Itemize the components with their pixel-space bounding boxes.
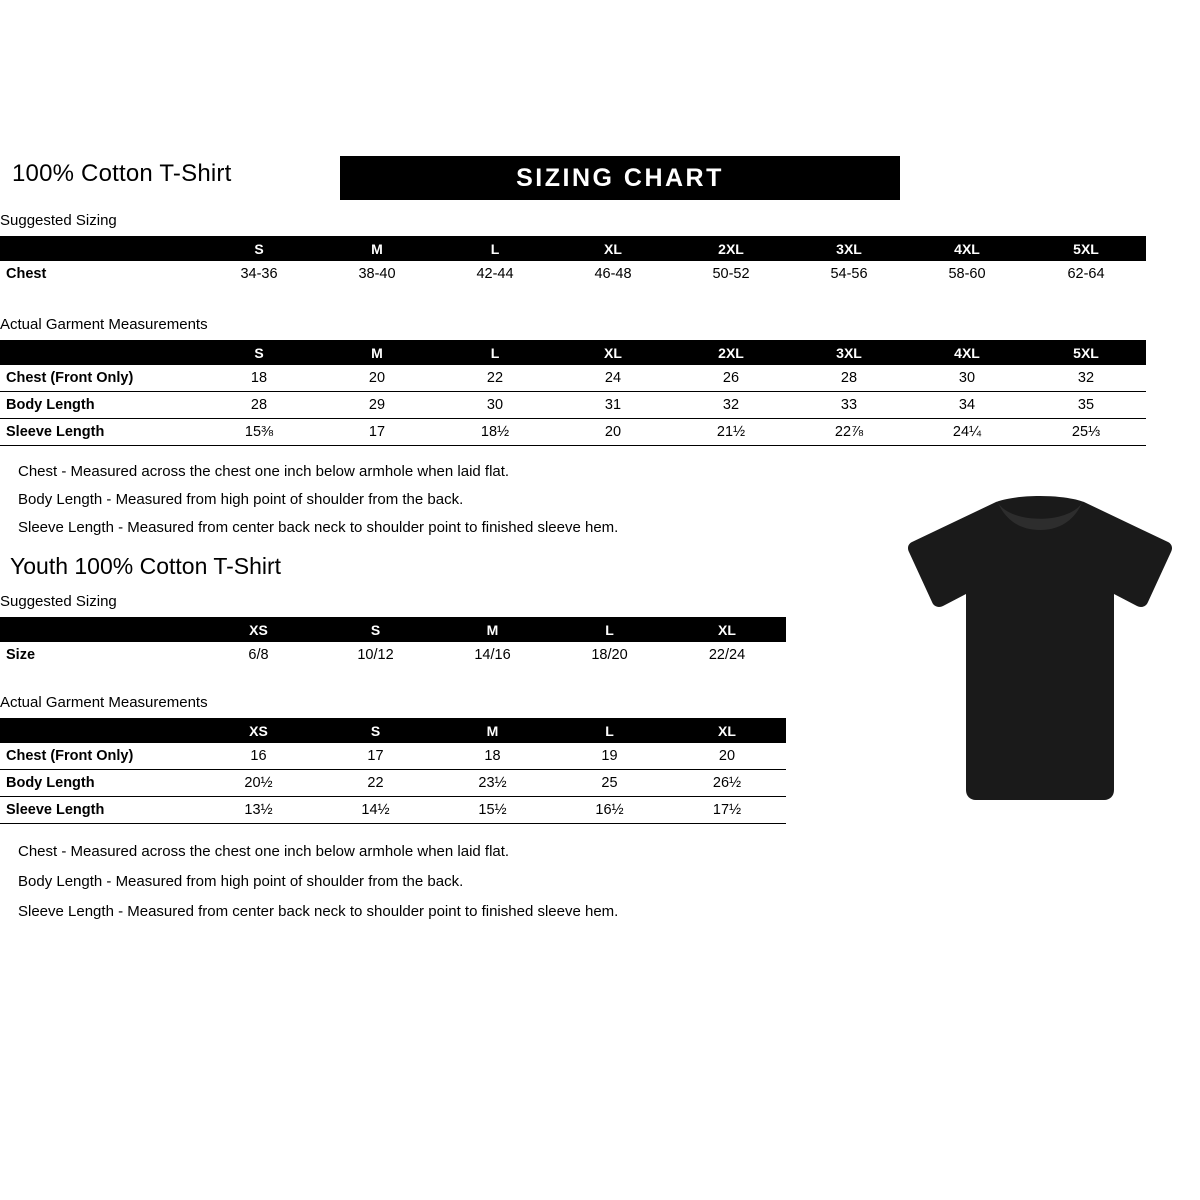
header bbox=[0, 160, 900, 204]
cell: 32 bbox=[1077, 370, 1095, 386]
cell: 16 bbox=[250, 748, 267, 764]
cell: 24¼ bbox=[952, 424, 982, 440]
cell: 16½ bbox=[595, 802, 624, 818]
cell: 33 bbox=[840, 397, 858, 413]
row-label: Body Length bbox=[6, 397, 95, 413]
col-head: XL bbox=[668, 617, 786, 642]
cell: 20 bbox=[718, 748, 736, 764]
cell: 19 bbox=[601, 748, 618, 764]
col-head: M bbox=[434, 718, 551, 743]
col-head: L bbox=[436, 236, 554, 261]
table-row bbox=[0, 392, 1146, 419]
cell: 22 bbox=[367, 775, 384, 791]
cell: 18 bbox=[484, 748, 501, 764]
col-head: S bbox=[317, 617, 434, 642]
col-head: 2XL bbox=[672, 340, 790, 365]
col-head: XL bbox=[668, 718, 786, 743]
row-label: Sleeve Length bbox=[6, 424, 105, 440]
col-head: M bbox=[318, 340, 436, 365]
cell: 62-64 bbox=[1067, 266, 1105, 282]
youth-note-chest: Chest - Measured across the chest one inch below armhole when laid flat. bbox=[18, 843, 510, 860]
col-head: 5XL bbox=[1026, 236, 1146, 261]
cell: 58-60 bbox=[948, 266, 986, 282]
cell: 28 bbox=[840, 370, 858, 386]
cell: 22⅞ bbox=[834, 424, 864, 440]
cell: 14½ bbox=[361, 802, 390, 818]
cell: 20½ bbox=[244, 775, 273, 791]
cell: 30 bbox=[486, 397, 504, 413]
col-head: 2XL bbox=[672, 236, 790, 261]
col-head: L bbox=[551, 617, 668, 642]
col-head: 4XL bbox=[908, 340, 1026, 365]
cell: 29 bbox=[368, 397, 386, 413]
sizing-chart-banner bbox=[340, 156, 900, 200]
adult-note-sleeve-length: Sleeve Length - Measured from center back neck to shoulder point to finished sleeve hem. bbox=[18, 519, 619, 536]
tshirt-illustration bbox=[900, 490, 1180, 810]
col-head: 3XL bbox=[790, 340, 908, 365]
youth-actual-measurements-table bbox=[0, 718, 786, 824]
col-head bbox=[0, 340, 200, 365]
row-label: Body Length bbox=[6, 775, 95, 791]
cell: 46-48 bbox=[594, 266, 632, 282]
cell: 20 bbox=[604, 424, 622, 440]
table-row bbox=[0, 797, 786, 824]
cell: 17 bbox=[368, 424, 386, 440]
page-title: 100% Cotton T-Shirt bbox=[12, 160, 232, 187]
table-header-row bbox=[0, 718, 786, 743]
cell: 10/12 bbox=[357, 647, 394, 663]
col-head: S bbox=[200, 236, 318, 261]
col-head: M bbox=[434, 617, 551, 642]
col-head: L bbox=[436, 340, 554, 365]
col-head: 5XL bbox=[1026, 340, 1146, 365]
youth-note-sleeve-length: Sleeve Length - Measured from center back neck to shoulder point to finished sleeve hem. bbox=[18, 903, 619, 920]
col-head: XS bbox=[200, 718, 317, 743]
table-row bbox=[0, 770, 786, 797]
cell: 6/8 bbox=[248, 647, 269, 663]
adult-suggested-sizing-table bbox=[0, 236, 1146, 287]
cell: 50-52 bbox=[712, 266, 750, 282]
cell: 17½ bbox=[712, 802, 742, 818]
cell: 22 bbox=[486, 370, 504, 386]
cell: 34 bbox=[958, 397, 976, 413]
row-label: Chest bbox=[6, 266, 47, 282]
adult-note-body-length: Body Length - Measured from high point of shoulder from the back. bbox=[18, 491, 464, 508]
cell: 18/20 bbox=[591, 647, 628, 663]
col-head: XS bbox=[200, 617, 317, 642]
cell: 21½ bbox=[716, 424, 746, 440]
cell: 18 bbox=[250, 370, 268, 386]
col-head: S bbox=[317, 718, 434, 743]
cell: 54-56 bbox=[830, 266, 868, 282]
col-head: XL bbox=[554, 236, 672, 261]
row-label: Chest (Front Only) bbox=[6, 748, 134, 764]
row-label: Size bbox=[6, 647, 36, 663]
tshirt-icon bbox=[900, 490, 1180, 810]
col-head: 4XL bbox=[908, 236, 1026, 261]
table-header-row bbox=[0, 340, 1146, 365]
cell: 28 bbox=[250, 397, 268, 413]
cell: 34-36 bbox=[240, 266, 278, 282]
col-head: 3XL bbox=[790, 236, 908, 261]
youth-section-title: Youth 100% Cotton T-Shirt bbox=[10, 553, 282, 579]
table-row bbox=[0, 642, 786, 668]
cell: 30 bbox=[958, 370, 976, 386]
cell: 13½ bbox=[244, 802, 273, 818]
table-row bbox=[0, 261, 1146, 287]
col-head bbox=[0, 236, 200, 261]
youth-note-body-length: Body Length - Measured from high point of shoulder from the back. bbox=[18, 873, 464, 890]
youth-suggested-sizing-table bbox=[0, 617, 786, 668]
cell: 15⅜ bbox=[244, 424, 274, 440]
col-head: L bbox=[551, 718, 668, 743]
cell: 35 bbox=[1077, 397, 1095, 413]
row-label: Sleeve Length bbox=[6, 802, 105, 818]
youth-suggested-caption: Suggested Sizing bbox=[0, 593, 117, 610]
cell: 18½ bbox=[480, 424, 510, 440]
adult-actual-caption: Actual Garment Measurements bbox=[0, 316, 208, 333]
cell: 23½ bbox=[478, 775, 507, 791]
table-row bbox=[0, 365, 1146, 392]
col-head: S bbox=[200, 340, 318, 365]
cell: 17 bbox=[367, 748, 384, 764]
cell: 38-40 bbox=[358, 266, 396, 282]
sizing-chart-banner-label: SIZING CHART bbox=[516, 164, 724, 192]
table-row bbox=[0, 419, 1146, 446]
cell: 25⅓ bbox=[1071, 424, 1101, 440]
adult-note-chest: Chest - Measured across the chest one inch below armhole when laid flat. bbox=[18, 463, 510, 480]
cell: 31 bbox=[604, 397, 622, 413]
col-head bbox=[0, 617, 200, 642]
cell: 20 bbox=[368, 370, 386, 386]
cell: 25 bbox=[601, 775, 618, 791]
adult-actual-measurements-table bbox=[0, 340, 1146, 446]
table-header-row bbox=[0, 236, 1146, 261]
table-row bbox=[0, 743, 786, 770]
cell: 26½ bbox=[712, 775, 742, 791]
youth-actual-caption: Actual Garment Measurements bbox=[0, 694, 208, 711]
cell: 24 bbox=[604, 370, 622, 386]
cell: 42-44 bbox=[476, 266, 514, 282]
adult-suggested-caption: Suggested Sizing bbox=[0, 212, 117, 229]
col-head: XL bbox=[554, 340, 672, 365]
cell: 32 bbox=[722, 397, 740, 413]
cell: 26 bbox=[722, 370, 740, 386]
table-header-row bbox=[0, 617, 786, 642]
cell: 22/24 bbox=[708, 647, 746, 663]
col-head: M bbox=[318, 236, 436, 261]
row-label: Chest (Front Only) bbox=[6, 370, 134, 386]
cell: 15½ bbox=[478, 802, 507, 818]
cell: 14/16 bbox=[474, 647, 511, 663]
col-head bbox=[0, 718, 200, 743]
